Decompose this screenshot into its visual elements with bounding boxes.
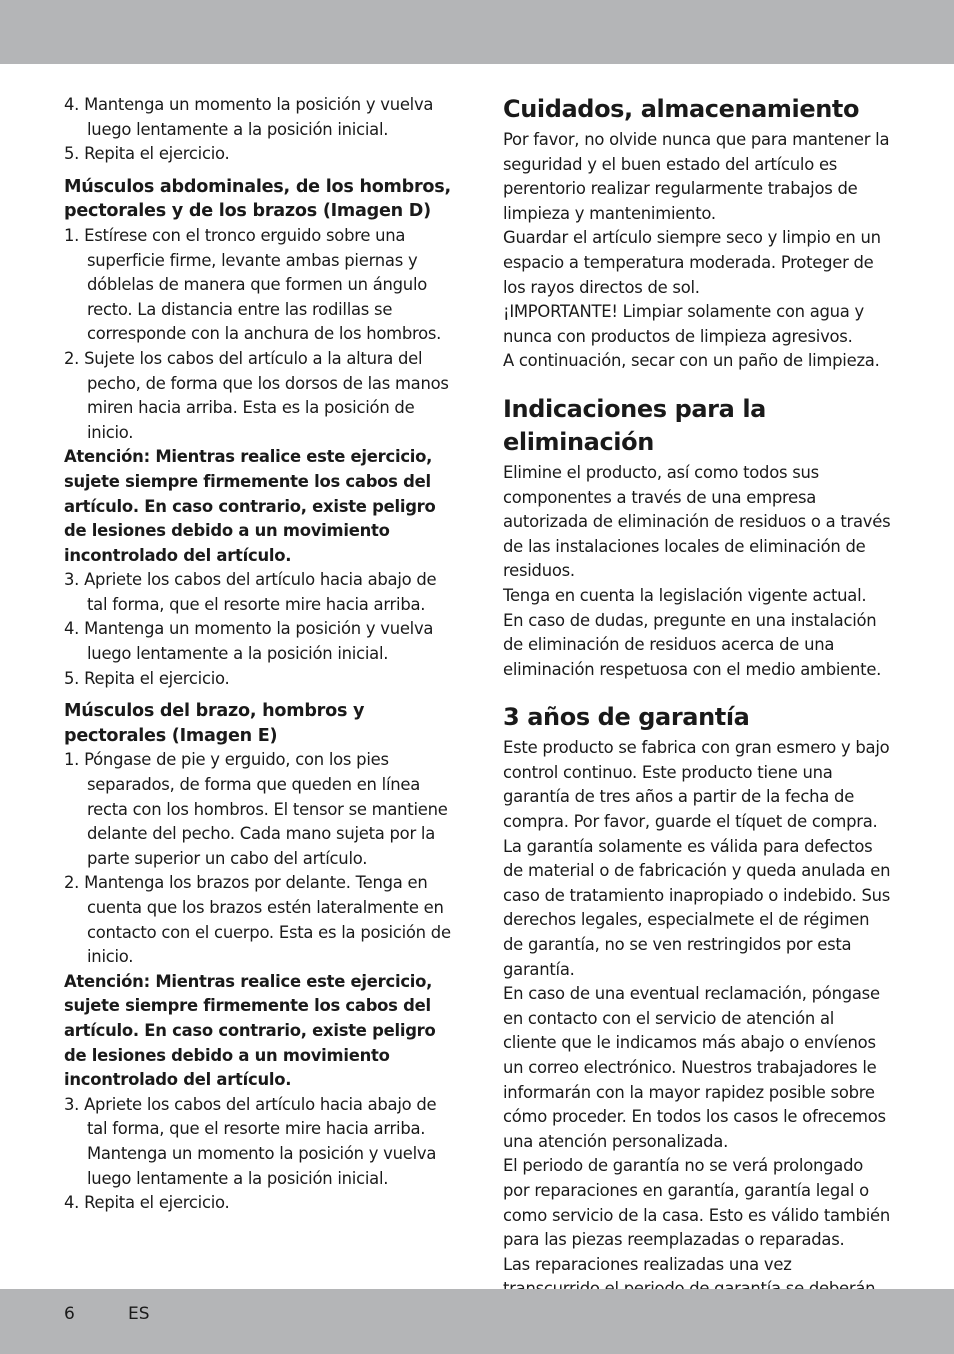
warranty-paragraph: El periodo de garantía no se verá prolongado por reparaciones en garantía, garantía legal o como servicio de la casa. Esto es válido también para las piezas reemplazadas o reparadas. <box>503 1156 890 1250</box>
intro-steps <box>64 93 452 167</box>
header-bar <box>0 0 954 64</box>
list-item: 5. Repita el ejercicio. <box>64 668 230 688</box>
list-item: 4. Mantenga un momento la posición y vuelva luego lentamente a la posición inicial. <box>64 95 434 139</box>
disposal-heading: Indicaciones para la eliminación <box>503 394 766 456</box>
warranty-paragraph: La garantía solamente es válida para defectos de material o de fabricación y queda anulada en caso de tratamiento inapropiado o indebido. Sus derechos legales, especialmete el de régimen de garantía, no se ven restringidos por esta garantía. <box>503 836 891 979</box>
warranty-paragraph: Las reparaciones realizadas una vez <box>503 1254 792 1274</box>
care-paragraph: A continuación, secar con un paño de limpieza. <box>503 351 880 371</box>
list-item: 3. Apriete los cabos del artículo hacia abajo de tal forma, que el resorte mire hacia arriba. <box>64 570 437 614</box>
language-code: ES <box>128 1304 150 1324</box>
page-number: 6 <box>64 1304 75 1324</box>
left-column <box>64 93 452 1216</box>
section-d-heading: Músculos abdominales, de los hombros, pectorales y de los brazos (Imagen D) <box>64 176 451 222</box>
section-d-steps-b <box>64 568 452 691</box>
section-d-steps-a <box>64 224 452 445</box>
list-item: 5. Repita el ejercicio. <box>64 144 230 164</box>
warranty-paragraph: En caso de una eventual reclamación, póngase en contacto con el servicio de atención al cliente que le indicamos más abajo o envíenos un correo electrónico. Nuestros trabajadores le informarán con la mayor rapidez posible sobre cómo proceder. En todos los casos le ofrecemos una atención personalizada. <box>503 984 886 1151</box>
list-item: 4. Repita el ejercicio. <box>64 1193 230 1213</box>
care-heading: Cuidados, almacenamiento <box>503 95 860 123</box>
disposal-paragraph: En caso de dudas, pregunte en una instalación de eliminación de residuos acerca de una eliminación respetuosa con el medio ambiente. <box>503 610 882 679</box>
list-item: 1. Póngase de pie y erguido, con los pies separados, de forma que queden en línea recta con los hombros. El tensor se mantiene delante del pecho. Cada mano sujeta por la parte superior un cabo del artículo. <box>64 750 448 868</box>
care-paragraph: Por favor, no olvide nunca que para mantener la seguridad y el buen estado del artículo es perentorio realizar regularmente trabajos de limpieza y mantenimiento. <box>503 130 890 223</box>
disposal-paragraph: Tenga en cuenta la legislación vigente actual. <box>503 585 867 605</box>
care-paragraph: Guardar el artículo siempre seco y limpio en un espacio a temperatura moderada. Proteger de los rayos directos de sol. <box>503 228 881 297</box>
list-item: 1. Estírese con el tronco erguido sobre una superficie firme, levante ambas piernas y dóblelas de manera que formen un ángulo recto. La distancia entre las rodillas se corresponde con la anchura de los hombros. <box>64 225 442 344</box>
list-item: 3. Apriete los cabos del artículo hacia abajo de tal forma, que el resorte mire hacia arriba. Mantenga un momento la posición y vuelva luego lentamente a la posición inicial. <box>64 1094 437 1188</box>
section-e-steps-b <box>64 1093 452 1216</box>
disposal-paragraph: Elimine el producto, así como todos sus componentes a través de una empresa autorizada de eliminación de residuos o a través de las instalaciones locales de eliminación de residuos. <box>503 462 891 581</box>
section-e-steps-a <box>64 748 452 969</box>
list-item: 2. Sujete los cabos del artículo a la altura del pecho, de forma que los dorsos de las manos miren hacia arriba. Esta es la posición de inicio. <box>64 348 449 442</box>
care-paragraph: ¡IMPORTANTE! Limpiar solamente con agua y nunca con productos de limpieza agresivos. <box>503 302 864 346</box>
warranty-paragraph: Este producto se fabrica con gran esmero y bajo control continuo. Este producto tiene una garantía de tres años a partir de la fecha de compra. Por favor, guarde el tíquet de compra. <box>503 738 890 832</box>
section-e-warning: Atención: Mientras realice este ejercicio, sujete siempre firmemente los cabos del artículo. En caso contrario, existe peligro de lesiones debido a un movimiento incontrolado del artículo. <box>64 971 436 1090</box>
list-item: 4. Mantenga un momento la posición y vuelva luego lentamente a la posición inicial. <box>64 619 434 664</box>
section-d-warning: Atención: Mientras realice este ejercicio, sujete siempre firmemente los cabos del artículo. En caso contrario, existe peligro de lesiones debido a un movimiento incontrolado del artículo. <box>64 447 436 565</box>
right-column <box>503 93 891 1327</box>
section-e-heading: Músculos del brazo, hombros y pectorales (Imagen E) <box>64 701 365 746</box>
list-item: 2. Mantenga los brazos por delante. Tenga en cuenta que los brazos estén lateralmente en contacto con el cuerpo. Esta es la posición de inicio. <box>64 873 451 967</box>
warranty-heading: 3 años de garantía <box>503 703 750 732</box>
